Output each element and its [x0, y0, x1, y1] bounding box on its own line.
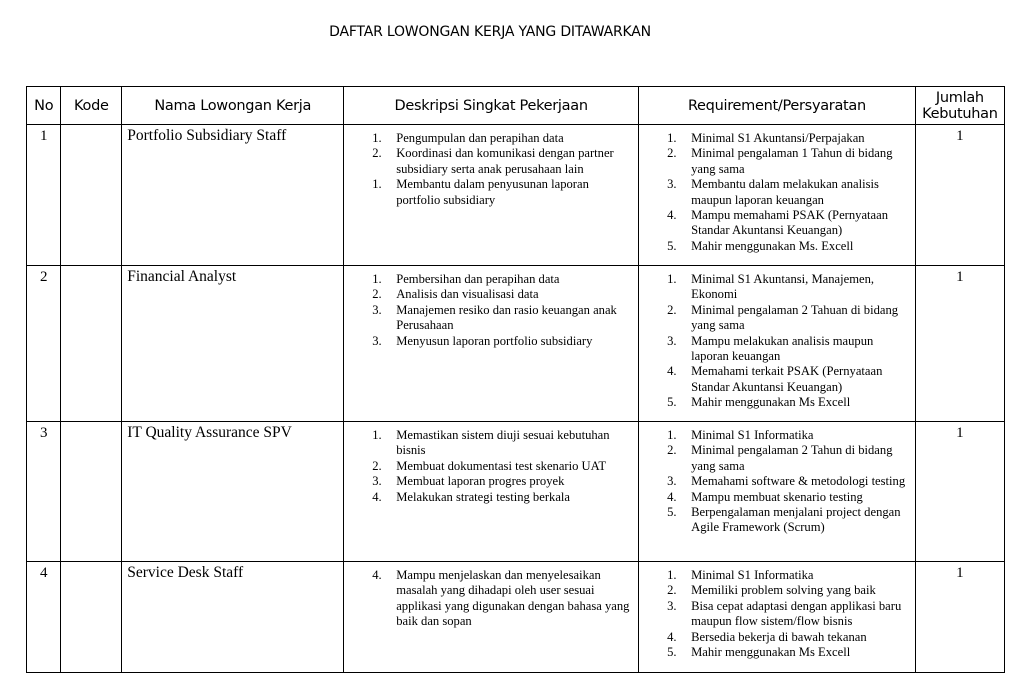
deskripsi-list [344, 266, 638, 349]
list-item-number: 3. [667, 333, 677, 348]
list-item [344, 177, 634, 208]
list-item-number: 3. [667, 598, 677, 613]
list-item [639, 395, 911, 410]
list-item [344, 287, 634, 302]
list-item-text: Mampu membuat skenario testing [691, 489, 863, 504]
cell-no: 2 [27, 266, 61, 422]
deskripsi-list [344, 562, 638, 630]
list-item-number: 5. [667, 238, 677, 253]
list-item-text: Minimal pengalaman 2 Tahun di bidang yang sama [691, 443, 893, 473]
list-item-number: 3. [667, 474, 677, 489]
cell-requirement [639, 562, 916, 673]
list-item [344, 428, 634, 459]
table-row [27, 422, 1005, 562]
list-item-text: Koordinasi dan komunikasi dengan partner subsidiary serta anak perusahaan lain [396, 146, 614, 176]
list-item-number: 5. [667, 505, 677, 520]
requirement-list [639, 125, 915, 254]
list-item-text: Bersedia bekerja di bawah tekanan [691, 629, 867, 644]
cell-deskripsi [344, 266, 639, 422]
list-item-number: 2. [667, 443, 677, 458]
list-item-number: 1. [667, 131, 677, 145]
header-jumlah-line2: Kebutuhan [922, 105, 998, 122]
cell-requirement [639, 125, 916, 266]
header-deskripsi: Deskripsi Singkat Pekerjaan [344, 87, 639, 125]
list-item [344, 474, 634, 489]
list-item [639, 645, 911, 660]
list-item [639, 131, 911, 146]
list-item [344, 490, 634, 505]
list-item-number: 1. [667, 568, 677, 582]
cell-jumlah: 1 [915, 422, 1004, 562]
list-item-text: Mahir menggunakan Ms Excell [691, 395, 851, 410]
list-item [639, 428, 911, 443]
list-item-number: 2. [667, 146, 677, 161]
cell-jumlah: 1 [915, 266, 1004, 422]
list-item-text: Memahami software & metodologi testing [691, 474, 906, 489]
header-nama: Nama Lowongan Kerja [122, 87, 344, 125]
list-item-text: Memastikan sistem diuji sesuai kebutuhan bisnis [396, 428, 610, 458]
list-item [344, 272, 634, 287]
list-item-text: Minimal pengalaman 1 Tahun di bidang yang sama [691, 146, 893, 176]
list-item-number: 5. [667, 645, 677, 660]
list-item-text: Analisis dan visualisasi data [396, 287, 539, 302]
list-item-number: 1. [372, 272, 382, 286]
cell-nama: Financial Analyst [122, 266, 344, 422]
list-item-number: 4. [667, 489, 677, 504]
header-no: No [27, 87, 61, 125]
list-item-number: 1. [372, 131, 382, 145]
list-item [639, 443, 911, 474]
list-item-number: 4. [667, 208, 677, 223]
list-item-text: Minimal S1 Informatika [691, 568, 814, 582]
list-item [344, 459, 634, 474]
cell-nama: IT Quality Assurance SPV [122, 422, 344, 562]
job-vacancy-table [26, 86, 1005, 673]
list-item-text: Membantu dalam melakukan analisis maupun laporan keuangan [691, 177, 879, 207]
header-jumlah [915, 87, 1004, 125]
document-title: DAFTAR LOWONGAN KERJA YANG DITAWARKAN [329, 24, 651, 40]
requirement-list [639, 562, 915, 660]
list-item-text: Pengumpulan dan perapihan data [396, 131, 564, 145]
header-jumlah-line1: Jumlah [935, 89, 984, 106]
cell-jumlah: 1 [915, 562, 1004, 673]
cell-deskripsi [344, 422, 639, 562]
list-item-text: Memahami terkait PSAK (Pernyataan Standar Akuntansi Keuangan) [691, 364, 883, 394]
table-row [27, 125, 1005, 266]
list-item-text: Mahir menggunakan Ms Excell [691, 645, 851, 660]
list-item [639, 364, 911, 395]
list-item-number: 1. [372, 177, 382, 192]
deskripsi-list [344, 422, 638, 505]
list-item-text: Minimal S1 Akuntansi, Manajemen, Ekonomi [691, 272, 875, 302]
list-item-number: 4. [372, 568, 382, 582]
table-header-row [27, 87, 1005, 125]
cell-nama: Portfolio Subsidiary Staff [122, 125, 344, 266]
list-item-text: Minimal S1 Akuntansi/Perpajakan [691, 131, 865, 145]
list-item [639, 239, 911, 254]
table-row [27, 562, 1005, 673]
list-item-number: 3. [372, 333, 382, 348]
cell-requirement [639, 266, 916, 422]
cell-deskripsi [344, 125, 639, 266]
list-item-text: Mampu memahami PSAK (Pernyataan Standar Akuntansi Keuangan) [691, 208, 889, 238]
list-item [639, 303, 911, 334]
list-item-number: 2. [667, 302, 677, 317]
list-item-text: Menyusun laporan portfolio subsidiary [396, 333, 593, 348]
list-item [639, 630, 911, 645]
list-item-text: Memiliki problem solving yang baik [691, 583, 876, 598]
list-item-text: Minimal S1 Informatika [691, 428, 814, 442]
list-item-number: 5. [667, 395, 677, 410]
cell-no: 4 [27, 562, 61, 673]
list-item [639, 474, 911, 489]
deskripsi-list [344, 125, 638, 208]
list-item-text: Bisa cepat adaptasi dengan applikasi baru maupun flow sistem/flow bisnis [691, 598, 902, 629]
list-item-text: Melakukan strategi testing berkala [396, 489, 570, 504]
list-item [639, 146, 911, 177]
list-item-number: 3. [372, 302, 382, 317]
header-requirement: Requirement/Persyaratan [639, 87, 916, 125]
cell-kode [61, 422, 122, 562]
list-item [639, 568, 911, 583]
list-item-text: Pembersihan dan perapihan data [396, 272, 560, 286]
list-item-number: 4. [667, 364, 677, 379]
cell-kode [61, 125, 122, 266]
list-item-number: 2. [372, 458, 382, 473]
list-item-text: Manajemen resiko dan rasio keuangan anak Perusahaan [396, 302, 617, 333]
cell-nama: Service Desk Staff [122, 562, 344, 673]
list-item [344, 568, 634, 630]
list-item-text: Membuat dokumentasi test skenario UAT [396, 458, 607, 473]
cell-deskripsi [344, 562, 639, 673]
cell-no: 1 [27, 125, 61, 266]
table-row [27, 266, 1005, 422]
list-item-text: Membantu dalam penyusunan laporan portfolio subsidiary [396, 177, 589, 207]
list-item [639, 208, 911, 239]
list-item [344, 303, 634, 334]
list-item [639, 334, 911, 365]
header-kode: Kode [61, 87, 122, 125]
cell-requirement [639, 422, 916, 562]
requirement-list [639, 422, 915, 536]
list-item-number: 2. [372, 287, 382, 302]
list-item-text: Berpengalaman menjalani project dengan Agile Framework (Scrum) [691, 505, 901, 535]
list-item-text: Minimal pengalaman 2 Tahuan di bidang yang sama [691, 302, 899, 333]
list-item [639, 490, 911, 505]
list-item-number: 4. [667, 629, 677, 644]
list-item [639, 583, 911, 598]
requirement-list [639, 266, 915, 411]
list-item [639, 177, 911, 208]
list-item-number: 3. [667, 177, 677, 192]
list-item-text: Mampu melakukan analisis maupun laporan keuangan [691, 333, 874, 364]
list-item [639, 272, 911, 303]
list-item [639, 599, 911, 630]
list-item-number: 3. [372, 474, 382, 489]
list-item-number: 1. [667, 272, 677, 286]
cell-no: 3 [27, 422, 61, 562]
cell-kode [61, 266, 122, 422]
list-item-number: 4. [372, 489, 382, 504]
list-item-number: 1. [667, 428, 677, 442]
list-item-text: Mampu menjelaskan dan menyelesaikan masalah yang dihadapi oleh user sesuai applikasi yang digunakan dengan bahasa yang baik dan sopan [396, 568, 630, 629]
list-item [639, 505, 911, 536]
list-item [344, 334, 634, 349]
cell-kode [61, 562, 122, 673]
list-item [344, 146, 634, 177]
list-item-text: Membuat laporan progres proyek [396, 474, 565, 489]
list-item-number: 1. [372, 428, 382, 442]
list-item-number: 2. [667, 583, 677, 598]
list-item-number: 2. [372, 146, 382, 161]
cell-jumlah: 1 [915, 125, 1004, 266]
list-item-text: Mahir menggunakan Ms. Excell [691, 238, 854, 253]
list-item [344, 131, 634, 146]
